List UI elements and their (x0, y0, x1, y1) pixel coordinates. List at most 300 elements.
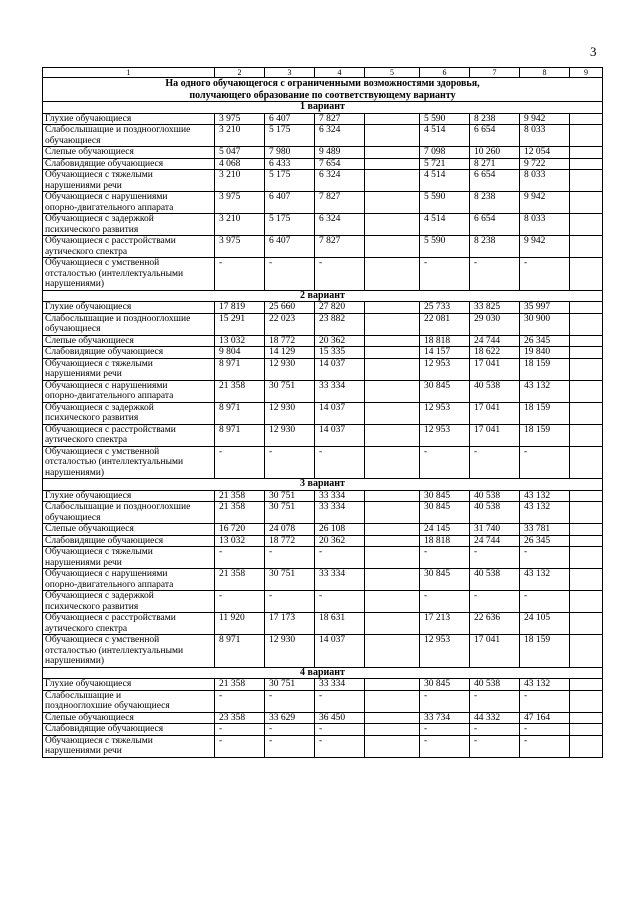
value-cell: 40 538 (470, 502, 520, 524)
value-cell (365, 192, 420, 214)
value-cell (570, 547, 603, 569)
value-cell: - (470, 446, 520, 479)
value-cell: 7 654 (315, 158, 365, 170)
value-cell: - (265, 591, 315, 613)
table-title-row (43, 78, 603, 102)
row-label-line: Слепые обучающиеся (45, 147, 134, 157)
row-label-line: нарушениями речи (45, 557, 122, 568)
value-cell: 30 751 (265, 679, 315, 691)
value-cell: 43 132 (520, 380, 570, 402)
value-cell: 33 334 (315, 569, 365, 591)
value-cell: 9 942 (520, 192, 570, 214)
value-cell (365, 547, 420, 569)
value-cell: 20 362 (315, 535, 365, 547)
value-cell: 15 335 (315, 347, 365, 359)
value-cell: - (420, 724, 470, 736)
table-row (43, 613, 603, 635)
value-cell: 4 514 (420, 214, 470, 236)
value-cell: - (265, 258, 315, 291)
value-cell (570, 735, 603, 757)
table-row (43, 591, 603, 613)
value-cell: 21 358 (215, 679, 265, 691)
value-cell: - (470, 690, 520, 712)
row-label (43, 313, 215, 335)
value-cell: 18 159 (520, 424, 570, 446)
value-cell: - (215, 446, 265, 479)
column-number: 6 (420, 68, 470, 78)
value-cell (570, 380, 603, 402)
value-cell: 30 900 (520, 313, 570, 335)
variant-heading: 2 вариант (43, 290, 603, 302)
value-cell: - (520, 724, 570, 736)
value-cell (365, 358, 420, 380)
table-row (43, 547, 603, 569)
table-row (43, 712, 603, 724)
column-number: 7 (470, 68, 520, 78)
value-cell: - (215, 724, 265, 736)
value-cell: - (315, 547, 365, 569)
value-cell: 43 132 (520, 679, 570, 691)
row-label-line: Обучающиеся с умственной (45, 258, 160, 268)
row-label-line: Слепые обучающиеся (45, 712, 134, 723)
value-cell (365, 635, 420, 668)
row-label-line: Глухие обучающиеся (45, 113, 132, 124)
value-cell: 8 971 (215, 402, 265, 424)
value-cell: 5 590 (420, 192, 470, 214)
value-cell: 6 324 (315, 125, 365, 147)
value-cell: 12 953 (420, 424, 470, 446)
value-cell: - (420, 735, 470, 757)
value-cell: 26 345 (520, 335, 570, 347)
value-cell (365, 258, 420, 291)
value-cell: 12 953 (420, 402, 470, 424)
value-cell: 17 819 (215, 302, 265, 314)
table-row (43, 690, 603, 712)
value-cell: 9 722 (520, 158, 570, 170)
row-label (43, 490, 215, 502)
value-cell: - (315, 690, 365, 712)
variant-heading-row (43, 479, 603, 491)
value-cell: 30 751 (265, 502, 315, 524)
value-cell: 6 407 (265, 192, 315, 214)
table-row (43, 170, 603, 192)
column-number: 1 (43, 68, 215, 78)
row-label-line: Обучающиеся с тяжелыми (45, 170, 153, 180)
row-label-line: аутического спектра (45, 246, 128, 257)
value-cell: 6 407 (265, 236, 315, 258)
table-row (43, 214, 603, 236)
value-cell (570, 535, 603, 547)
table-row (43, 524, 603, 536)
value-cell (365, 236, 420, 258)
value-cell: - (520, 258, 570, 291)
row-label (43, 347, 215, 359)
value-cell: 44 332 (470, 712, 520, 724)
row-label-line: Обучающиеся с расстройствами (45, 424, 176, 435)
row-label-line: психического развития (45, 224, 139, 235)
row-label (43, 724, 215, 736)
row-label (43, 236, 215, 258)
value-cell: 18 622 (470, 347, 520, 359)
row-label-line: Слабовидящие обучающиеся (45, 535, 164, 546)
table-row (43, 192, 603, 214)
row-label-line: Обучающиеся с тяжелыми (45, 735, 153, 746)
value-cell: 5 175 (265, 125, 315, 147)
table-row (43, 569, 603, 591)
value-cell: 12 953 (420, 358, 470, 380)
value-cell: - (420, 258, 470, 291)
value-cell: 14 157 (420, 347, 470, 359)
value-cell: 7 098 (420, 147, 470, 159)
value-cell: 13 032 (215, 535, 265, 547)
value-cell (365, 724, 420, 736)
value-cell: 5 590 (420, 113, 470, 125)
value-cell: 21 358 (215, 380, 265, 402)
row-label-line: нарушениями) (45, 467, 105, 478)
value-cell: 23 882 (315, 313, 365, 335)
table-row (43, 502, 603, 524)
value-cell: 8 033 (520, 125, 570, 147)
table-row (43, 147, 603, 159)
column-number: 4 (315, 68, 365, 78)
value-cell: 7 827 (315, 113, 365, 125)
value-cell: 6 407 (265, 113, 315, 125)
row-label-line: Обучающиеся с умственной (45, 635, 160, 645)
column-number: 5 (365, 68, 420, 78)
value-cell: 12 930 (265, 358, 315, 380)
value-cell: 18 159 (520, 358, 570, 380)
row-label-line: Глухие обучающиеся (45, 490, 132, 501)
row-label-line: обучающиеся (45, 135, 101, 146)
value-cell: 40 538 (470, 569, 520, 591)
row-label-line: Глухие обучающиеся (45, 679, 132, 689)
value-cell (365, 302, 420, 314)
value-cell: 30 845 (420, 502, 470, 524)
value-cell: 8 971 (215, 635, 265, 668)
variant-heading: 4 вариант (43, 667, 603, 679)
value-cell: 8 971 (215, 424, 265, 446)
table-row (43, 158, 603, 170)
row-label (43, 424, 215, 446)
table-row (43, 236, 603, 258)
value-cell: 3 210 (215, 125, 265, 147)
table-row (43, 446, 603, 479)
value-cell: 17 041 (470, 358, 520, 380)
row-label-line: обучающиеся (45, 512, 101, 523)
value-cell: 4 068 (215, 158, 265, 170)
row-label-line: Слабовидящие обучающиеся (45, 724, 164, 734)
value-cell (365, 712, 420, 724)
value-cell: 12 953 (420, 635, 470, 668)
value-cell: 3 975 (215, 113, 265, 125)
variant-heading-row (43, 290, 603, 302)
row-label-line: нарушениями) (45, 279, 105, 289)
value-cell: 33 825 (470, 302, 520, 314)
value-cell (365, 502, 420, 524)
value-cell (365, 347, 420, 359)
value-cell: 33 781 (520, 524, 570, 536)
value-cell: 8 238 (470, 113, 520, 125)
row-label-line: аутического спектра (45, 623, 128, 634)
value-cell (365, 524, 420, 536)
row-label-line: Слабослышащие и позднооглохшие (45, 125, 191, 135)
value-cell (570, 125, 603, 147)
row-label (43, 679, 215, 691)
row-label (43, 258, 215, 291)
column-number: 2 (215, 68, 265, 78)
row-label-line: Слепые обучающиеся (45, 524, 134, 534)
value-cell: - (215, 735, 265, 757)
table-row (43, 735, 603, 757)
table-row (43, 724, 603, 736)
value-cell: 19 840 (520, 347, 570, 359)
value-cell: 6 433 (265, 158, 315, 170)
value-cell (570, 113, 603, 125)
value-cell: - (470, 258, 520, 291)
value-cell: 3 975 (215, 236, 265, 258)
value-cell: 14 037 (315, 402, 365, 424)
value-cell: 10 260 (470, 147, 520, 159)
value-cell: 33 334 (315, 380, 365, 402)
value-cell: 5 721 (420, 158, 470, 170)
table-row (43, 535, 603, 547)
value-cell: 5 047 (215, 147, 265, 159)
table-row (43, 635, 603, 668)
value-cell: - (215, 591, 265, 613)
row-label (43, 635, 215, 668)
value-cell (570, 335, 603, 347)
value-cell: 43 132 (520, 502, 570, 524)
row-label-line: Обучающиеся с задержкой (45, 591, 154, 601)
value-cell (570, 402, 603, 424)
value-cell: 18 631 (315, 613, 365, 635)
value-cell (570, 502, 603, 524)
value-cell: 18 159 (520, 635, 570, 668)
value-cell (365, 402, 420, 424)
row-label-line: отсталостью (интеллектуальными (45, 645, 184, 656)
value-cell: 8 033 (520, 170, 570, 192)
table-body (43, 68, 603, 758)
value-cell: 21 358 (215, 490, 265, 502)
value-cell: - (215, 258, 265, 291)
variant-heading: 3 вариант (43, 479, 603, 491)
value-cell: 27 820 (315, 302, 365, 314)
column-number: 9 (570, 68, 603, 78)
value-cell: - (265, 446, 315, 479)
variant-heading: 1 вариант (43, 102, 603, 114)
value-cell: 18 159 (520, 402, 570, 424)
value-cell: 6 654 (470, 214, 520, 236)
value-cell: 17 041 (470, 424, 520, 446)
value-cell (365, 424, 420, 446)
row-label (43, 402, 215, 424)
value-cell: 29 030 (470, 313, 520, 335)
value-cell: - (315, 735, 365, 757)
value-cell: 35 997 (520, 302, 570, 314)
row-label (43, 192, 215, 214)
row-label-line: нарушениями речи (45, 180, 122, 191)
value-cell: - (470, 591, 520, 613)
value-cell: 18 772 (265, 535, 315, 547)
value-cell: 22 081 (420, 313, 470, 335)
row-label-line: психического развития (45, 601, 139, 612)
value-cell: 17 041 (470, 402, 520, 424)
row-label-line: Слабовидящие обучающиеся (45, 347, 164, 357)
value-cell: 3 975 (215, 192, 265, 214)
value-cell: 11 920 (215, 613, 265, 635)
row-label-line: Обучающиеся с нарушениями (45, 192, 168, 202)
column-number: 3 (265, 68, 315, 78)
table-row (43, 347, 603, 359)
value-cell: - (420, 690, 470, 712)
value-cell: - (470, 547, 520, 569)
row-label-line: опорно-двигательного аппарата (45, 579, 174, 590)
row-label-line: Обучающиеся с расстройствами (45, 236, 176, 246)
value-cell: 30 845 (420, 569, 470, 591)
table-row (43, 358, 603, 380)
value-cell: 24 744 (470, 535, 520, 547)
value-cell: - (520, 735, 570, 757)
value-cell: 6 324 (315, 214, 365, 236)
value-cell: 7 827 (315, 192, 365, 214)
value-cell: - (420, 446, 470, 479)
row-label (43, 535, 215, 547)
value-cell: 30 751 (265, 380, 315, 402)
value-cell: 20 362 (315, 335, 365, 347)
value-cell: 12 054 (520, 147, 570, 159)
value-cell: 33 334 (315, 490, 365, 502)
table-title-line: получающего образование по соответствующему варианту (189, 89, 456, 101)
value-cell: 13 032 (215, 335, 265, 347)
value-cell: 5 175 (265, 214, 315, 236)
value-cell: - (470, 735, 520, 757)
table-row (43, 335, 603, 347)
row-label-line: отсталостью (интеллектуальными (45, 268, 184, 279)
funding-table (42, 67, 603, 758)
value-cell (570, 446, 603, 479)
value-cell: - (315, 591, 365, 613)
value-cell: 6 324 (315, 170, 365, 192)
row-label (43, 591, 215, 613)
row-label (43, 524, 215, 536)
value-cell: 33 334 (315, 502, 365, 524)
value-cell: 26 108 (315, 524, 365, 536)
row-label-line: Обучающиеся с нарушениями (45, 569, 168, 579)
value-cell (570, 258, 603, 291)
table-row (43, 490, 603, 502)
row-label (43, 147, 215, 159)
table-row (43, 402, 603, 424)
row-label-line: нарушениями) (45, 656, 105, 666)
value-cell: 22 023 (265, 313, 315, 335)
value-cell (365, 613, 420, 635)
value-cell: 24 078 (265, 524, 315, 536)
value-cell: 4 514 (420, 170, 470, 192)
value-cell: - (420, 591, 470, 613)
row-label (43, 613, 215, 635)
value-cell: 33 334 (315, 679, 365, 691)
table-row (43, 113, 603, 125)
value-cell (570, 158, 603, 170)
value-cell: 30 845 (420, 490, 470, 502)
row-label-line: опорно-двигательного аппарата (45, 391, 174, 401)
row-label (43, 125, 215, 147)
value-cell: - (315, 258, 365, 291)
value-cell (365, 214, 420, 236)
value-cell: 18 818 (420, 335, 470, 347)
value-cell: 14 129 (265, 347, 315, 359)
value-cell (570, 236, 603, 258)
value-cell: 17 213 (420, 613, 470, 635)
value-cell: 14 037 (315, 424, 365, 446)
value-cell (570, 170, 603, 192)
value-cell: 12 930 (265, 424, 315, 446)
value-cell (365, 690, 420, 712)
value-cell (570, 679, 603, 691)
row-label-line: нарушениями речи (45, 369, 122, 379)
table-row (43, 380, 603, 402)
value-cell (365, 158, 420, 170)
value-cell: 18 818 (420, 535, 470, 547)
row-label-line: Слабослышащие и позднооглохшие (45, 502, 191, 512)
value-cell (365, 735, 420, 757)
value-cell (570, 524, 603, 536)
value-cell (365, 125, 420, 147)
value-cell: 24 105 (520, 613, 570, 635)
table-row (43, 679, 603, 691)
value-cell: 14 037 (315, 358, 365, 380)
row-label-line: Обучающиеся с тяжелыми (45, 547, 153, 557)
row-label (43, 158, 215, 170)
value-cell (570, 490, 603, 502)
value-cell: - (265, 724, 315, 736)
value-cell (570, 635, 603, 668)
row-label-line: Глухие обучающиеся (45, 302, 132, 312)
value-cell (365, 591, 420, 613)
value-cell (570, 569, 603, 591)
value-cell (570, 147, 603, 159)
value-cell: 9 804 (215, 347, 265, 359)
value-cell: 30 845 (420, 679, 470, 691)
value-cell (365, 380, 420, 402)
value-cell (570, 313, 603, 335)
value-cell (365, 147, 420, 159)
value-cell: 8 971 (215, 358, 265, 380)
variant-heading-row (43, 667, 603, 679)
value-cell (570, 591, 603, 613)
value-cell: 26 345 (520, 535, 570, 547)
value-cell: 43 132 (520, 490, 570, 502)
row-label-line: обучающиеся (45, 324, 101, 334)
row-label-line: опорно-двигательного аппарата (45, 202, 174, 213)
value-cell (365, 170, 420, 192)
value-cell: 33 629 (265, 712, 315, 724)
row-label-line: Слабовидящие обучающиеся (45, 158, 164, 169)
row-label (43, 547, 215, 569)
value-cell: 40 538 (470, 490, 520, 502)
value-cell: 25 733 (420, 302, 470, 314)
value-cell: - (520, 690, 570, 712)
column-number: 8 (520, 68, 570, 78)
row-label-line: Обучающиеся с задержкой (45, 402, 154, 413)
table-row (43, 313, 603, 335)
value-cell: 40 538 (470, 380, 520, 402)
value-cell: 9 942 (520, 236, 570, 258)
row-label (43, 358, 215, 380)
row-label-line: нарушениями речи (45, 746, 122, 756)
table-title-line: На одного обучающегося с ограниченными возможностями здоровья, (165, 78, 480, 89)
row-label-line: Слабослышащие и позднооглохшие (45, 313, 191, 324)
